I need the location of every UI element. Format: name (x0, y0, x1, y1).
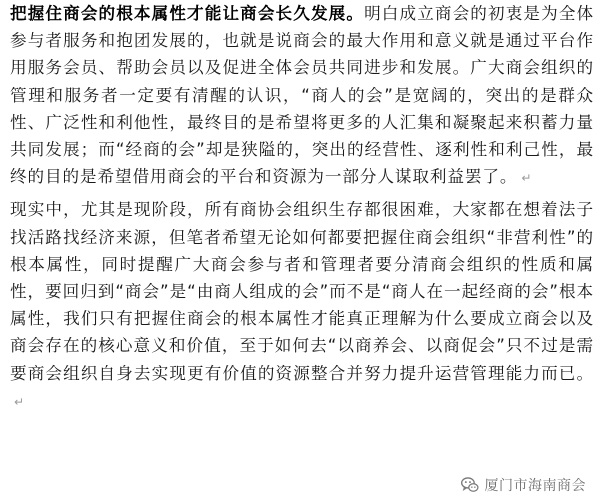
paragraph-mark-2: ↵ (14, 394, 25, 409)
paragraph-2-text: 现实中，尤其是现阶段，所有商协会组织生存都很困难，大家都在想着法子找活路找经济来源，但笔者希望无论如何都要把握住商会组织“非营利性”的根本属性，同时提醒广大商会参与者和管理者要分清商会组织的性质和属性，要回归到“商会”是“由商人组成的会”而不是“商人在一起经商的会”根本属性，我们只有把握住商会的根本属性才能真正理解为什么要成立商会以及商会存在的核心意义和价值，至于如何去“以商养会、以商促会”只不过是需要商会组织自身去实现更有价值的资源整合并努力提升运营管理能力而已。 (10, 200, 594, 383)
watermark (456, 473, 591, 497)
article-body (10, 0, 594, 416)
paragraph-1-text: 明白成立商会的初衷是为全体参与者服务和抱团发展的，也就是说商会的最大作用和意义就是通过平台作用服务会员、帮助会员以及促进全体会员共同进步和发展。广大商会组织的管理和服务者一定要有清醒的认识，“商人的会”是宽阔的，突出的是群众性、广泛性和利他性，最终目的是希望将更多的人汇集和凝聚起来积蓄力量共同发展；而“经商的会”却是狭隘的，突出的经营性、逐利性和利己性，最终的目的是希望借用商会的平台和资源为一部分人谋取利益罢了。 (10, 4, 595, 187)
watermark-text: 厦门市海南商会 (484, 478, 586, 494)
wechat-icon (460, 475, 480, 495)
paragraph-1 (10, 0, 594, 192)
paragraph-mark-1: ↵ (521, 171, 533, 186)
paragraph-2 (10, 196, 594, 416)
paragraph-1-lead: 把握住商会的根本属性才能让商会长久发展。 (10, 4, 365, 23)
